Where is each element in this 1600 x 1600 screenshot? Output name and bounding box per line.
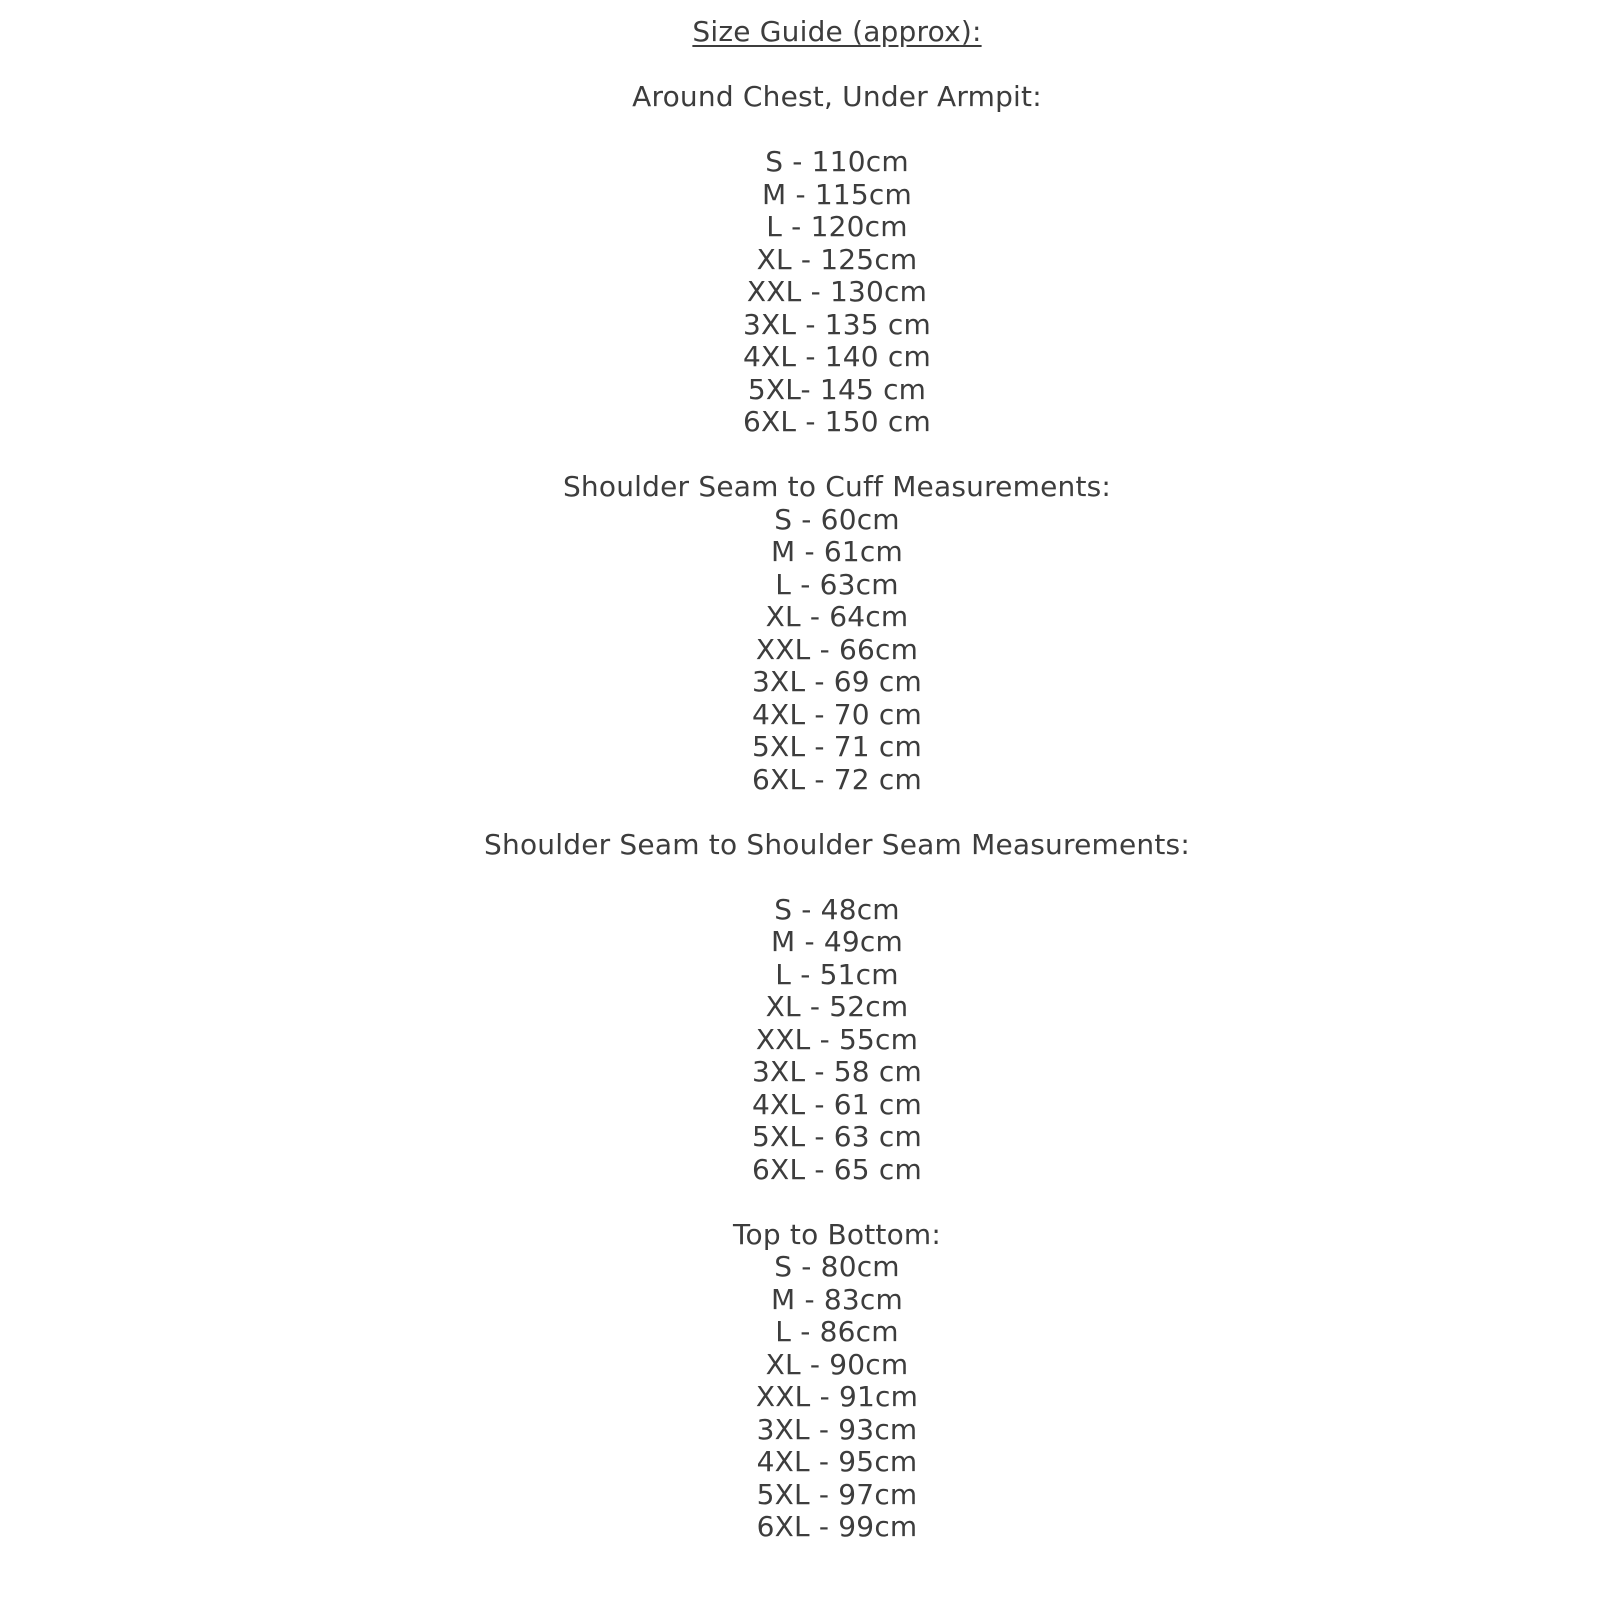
size-item: M - 49cm	[771, 925, 903, 958]
section-heading: Top to Bottom:	[732, 1217, 942, 1251]
size-item: 3XL - 58 cm	[752, 1055, 922, 1088]
size-item: 6XL - 65 cm	[752, 1152, 922, 1186]
size-item: M - 61cm	[771, 535, 903, 568]
size-item: S - 110cm	[765, 145, 909, 178]
size-item: 5XL - 63 cm	[752, 1120, 922, 1153]
size-item: XL - 64cm	[765, 600, 909, 633]
size-item: 4XL - 140 cm	[743, 340, 931, 373]
size-item: L - 63cm	[775, 567, 899, 601]
size-item: L - 51cm	[775, 957, 899, 991]
size-item: 6XL - 150 cm	[743, 405, 931, 438]
size-item: 4XL - 61 cm	[752, 1087, 922, 1121]
size-item: 4XL - 70 cm	[752, 697, 922, 731]
section-items	[74, 894, 1600, 1187]
section-items	[74, 504, 1600, 797]
size-section	[74, 1219, 1600, 1544]
size-item: XXL - 66cm	[755, 632, 919, 666]
size-section	[74, 829, 1600, 1187]
size-sections	[74, 81, 1600, 1544]
size-item: XXL - 55cm	[755, 1022, 919, 1056]
size-item: 3XL - 69 cm	[752, 665, 922, 698]
size-item: L - 86cm	[775, 1315, 899, 1348]
size-item: 4XL - 95cm	[756, 1445, 918, 1478]
size-item: XXL - 91cm	[755, 1380, 919, 1413]
size-item: XL - 125cm	[756, 242, 918, 276]
size-item: S - 60cm	[774, 502, 900, 536]
size-item: 6XL - 99cm	[756, 1510, 918, 1543]
size-item: S - 48cm	[774, 892, 900, 926]
size-item: L - 120cm	[766, 210, 908, 243]
size-item: XL - 52cm	[765, 990, 909, 1023]
size-item: 5XL - 71 cm	[752, 730, 922, 763]
size-item: 3XL - 135 cm	[743, 307, 931, 341]
section-items	[74, 1251, 1600, 1544]
size-item: 5XL- 145 cm	[747, 372, 927, 406]
size-section	[74, 471, 1600, 796]
size-item: XXL - 130cm	[746, 275, 928, 308]
size-item: 6XL - 72 cm	[752, 762, 922, 796]
section-heading: Around Chest, Under Armpit:	[632, 80, 1042, 113]
page-title: Size Guide (approx):	[692, 15, 982, 48]
section-heading: Shoulder Seam to Shoulder Seam Measurements:	[484, 827, 1190, 861]
size-item: 3XL - 93cm	[756, 1412, 918, 1446]
section-heading: Shoulder Seam to Cuff Measurements:	[562, 470, 1112, 503]
size-item: M - 83cm	[771, 1282, 903, 1316]
size-item: S - 80cm	[774, 1250, 900, 1283]
size-section	[74, 81, 1600, 439]
size-item: 5XL - 97cm	[756, 1477, 918, 1511]
size-item: M - 115cm	[762, 177, 912, 211]
section-items	[74, 146, 1600, 439]
size-item: XL - 90cm	[765, 1347, 909, 1381]
